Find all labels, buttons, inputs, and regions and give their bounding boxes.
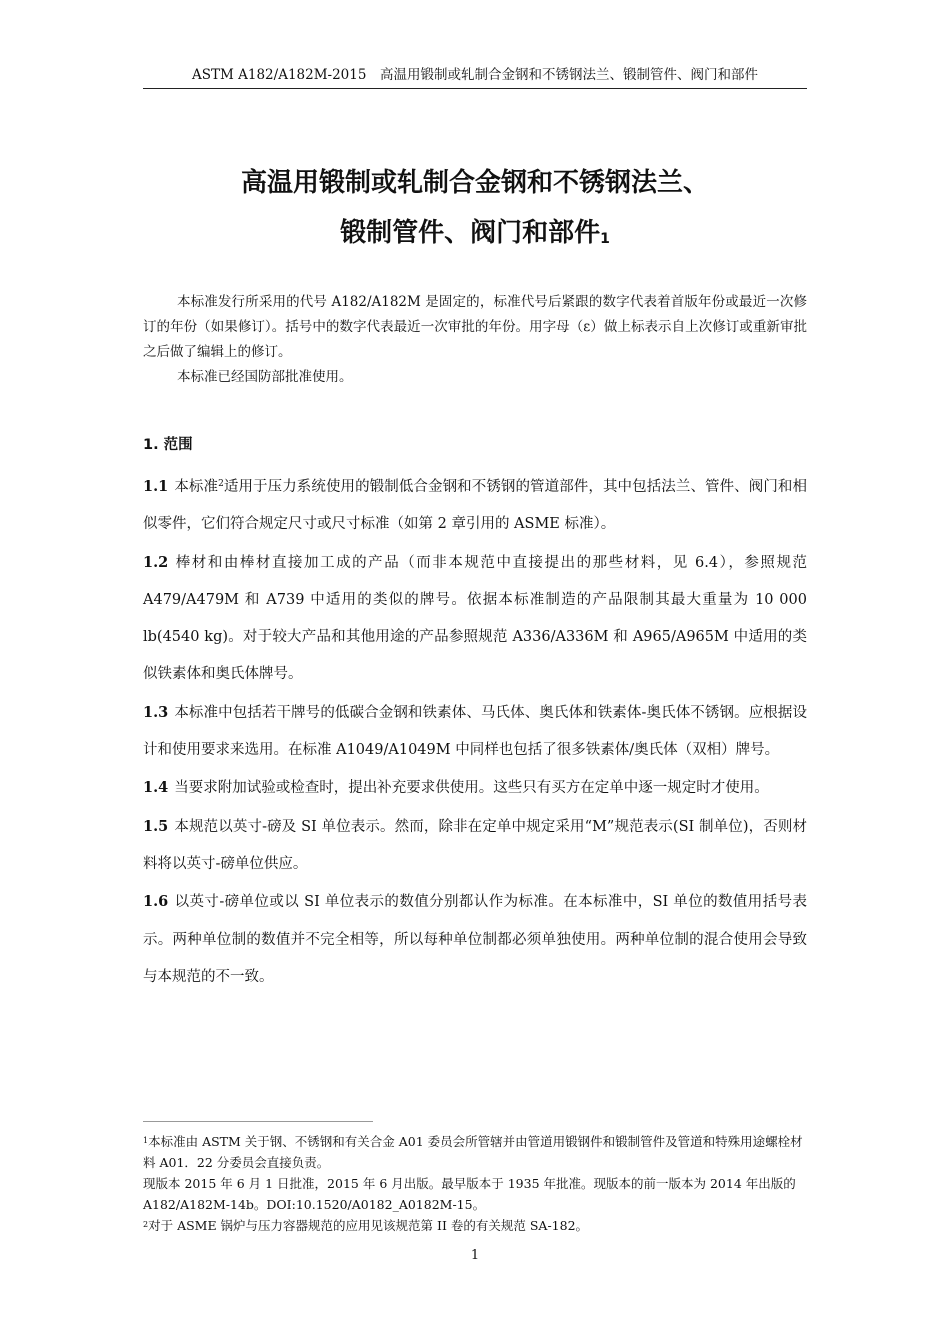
footnote-ref: 2: [218, 479, 224, 489]
clause-text: 本规范以英寸-磅及 SI 单位表示。然而，除非在定单中规定采用“M”规范表示(SI 制单位)，否则材料将以英寸-磅单位供应。: [143, 818, 807, 872]
clause-text: 本标准: [174, 479, 219, 495]
footnote-2: [143, 1215, 807, 1236]
clause-1-4: [143, 769, 807, 807]
footnote-divider: [143, 1121, 373, 1122]
preface-paragraph: 本标准发行所采用的代号 A182/A182M 是固定的，标准代号后紧跟的数字代表着首版年份或最近一次修订的年份（如果修订）。括号中的数字代表最近一次审批的年份。用字母（ε）做上标表示自上次修订或重新审批之后做了编辑上的修订。: [143, 294, 807, 360]
footnotes: [143, 1131, 807, 1236]
title-line-2-text: 锻制管件、阀门和部件: [340, 218, 601, 248]
clause-text: 本标准中包括若干牌号的低碳合金钢和铁素体、马氏体、奥氏体和铁素体-奥氏体不锈钢。应根据设计和使用要求来选用。在标准 A1049/A1049M 中同样也包括了很多铁素体/奥氏体（双相）牌号。: [143, 704, 807, 759]
footnote-1: [143, 1131, 807, 1173]
title-footnote-mark: 1: [600, 231, 610, 247]
clause-text: 棒材和由棒材直接加工成的产品（而非本规范中直接提出的那些材料，见 6.4），参照规范 A479/A479M 和 A739 中适用的类似的牌号。依据本标准制造的产品限制其最大重量为 10 000 lb(4540 kg)。对于较大产品和其他用途的产品参照规范 A336/A336M 和 A965/A965M 中适用的类似铁素体和奥氏体牌号。: [143, 554, 807, 683]
footnote-text: 本标准由 ASTM 关于钢、不锈钢和有关合金 A01 委员会所管辖并由管道用锻钢件和锻制管件及管道和特殊用途螺栓材料 A01．22 分委员会直接负责。: [143, 1134, 803, 1170]
title-line-1: 高温用锻制或轧制合金钢和不锈钢法兰、: [240, 168, 709, 198]
clause-number: 1.3: [143, 703, 169, 721]
footnote-mark: 1: [143, 1136, 149, 1145]
header-rule: [143, 88, 807, 89]
clause-number: 1.5: [143, 817, 169, 835]
clause-number: 1.2: [143, 553, 169, 571]
clause-text: 当要求附加试验或检查时，提出补充要求供使用。这些只有买方在定单中逐一规定时才使用。: [174, 780, 769, 797]
clause-text: 适用于压力系统使用的锻制低合金钢和不锈钢的管道部件，其中包括法兰、管件、阀门和相似零件，它们符合规定尺寸或尺寸标准（如第 2 章引用的 ASME 标准）。: [143, 479, 808, 533]
clause-1-1: [143, 468, 807, 544]
clause-number: 1.6: [143, 893, 169, 911]
footnote-text: 对于 ASME 锅炉与压力容器规范的应用见该规范第 II 卷的有关规范 SA-182。: [148, 1218, 589, 1233]
clause-1-6: [143, 883, 807, 996]
preface: [143, 290, 807, 390]
document-title: [143, 158, 807, 258]
running-header: ASTM A182/A182M-2015 高温用锻制或轧制合金钢和不锈钢法兰、锻制管件、阀门和部件: [192, 67, 758, 83]
clause-text: 以英寸-磅单位或以 SI 单位表示的数值分别都认作为标准。在本标准中，SI 单位的数值用括号表示。两种单位制的数值并不完全相等，所以每种单位制都必须单独使用。两种单位制的混合使用会导致与本规范的不一致。: [143, 894, 807, 985]
page-number: 1: [470, 1248, 480, 1263]
footnote-mark: 2: [143, 1220, 149, 1229]
clause-1-3: [143, 694, 807, 770]
footnote-1-continued: 现版本 2015 年 6 月 1 日批准，2015 年 6 月出版。最早版本于 1935 年批准。现版本的前一版本为 2014 年出版的 A182/A182M-14b。DOI:10.1520/A0182_A0182M-15。: [143, 1176, 796, 1212]
clause-1-5: [143, 808, 807, 884]
section-body: [143, 468, 807, 996]
preface-paragraph: 本标准已经国防部批准使用。: [177, 369, 353, 385]
title-line-2: [143, 208, 807, 258]
clause-number: 1.4: [143, 779, 169, 797]
clause-number: 1.1: [143, 478, 169, 495]
clause-1-2: [143, 544, 807, 694]
section-heading-scope: 1. 范围: [143, 437, 193, 453]
